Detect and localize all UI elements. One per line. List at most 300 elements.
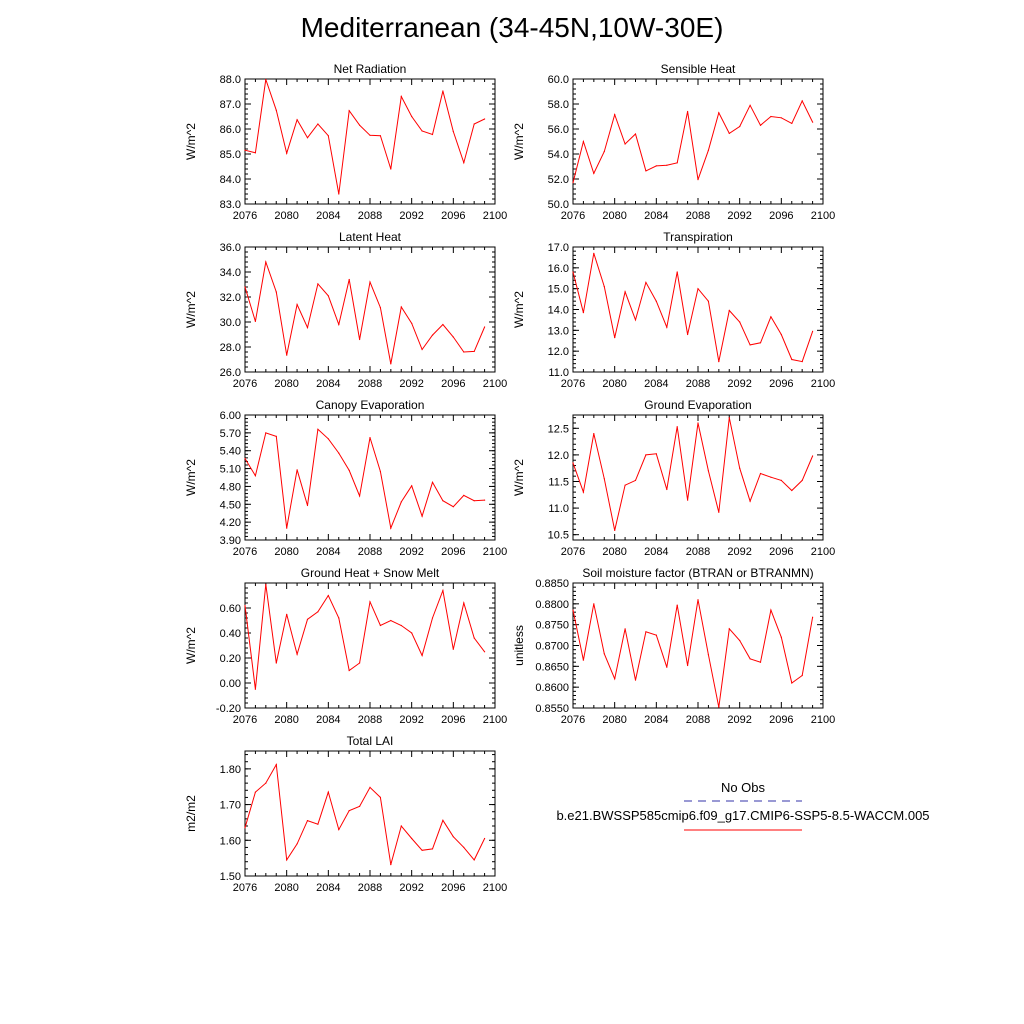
data-point — [276, 662, 277, 663]
data-point — [708, 301, 709, 302]
plot-frame — [573, 415, 823, 540]
y-tick-label: 12.5 — [547, 423, 569, 436]
chart-title: Total LAI — [346, 734, 394, 748]
chart-title: Net Radiation — [333, 62, 407, 76]
y-tick-label: 56.0 — [547, 124, 569, 136]
data-point — [276, 110, 277, 111]
data-point — [677, 162, 678, 163]
x-tick-label: 2096 — [441, 378, 466, 390]
x-tick-label: 2080 — [274, 210, 299, 222]
y-tick-label: 1.60 — [219, 835, 241, 848]
data-point — [463, 847, 464, 848]
x-tick-label: 2100 — [810, 210, 836, 222]
data-point — [781, 637, 782, 638]
data-point — [729, 133, 730, 134]
data-point — [338, 617, 339, 618]
plot-frame — [573, 79, 823, 204]
data-point — [349, 110, 350, 111]
data-point — [453, 131, 454, 132]
data-point — [432, 482, 433, 483]
data-point — [604, 653, 605, 654]
x-tick-label: 2080 — [274, 714, 299, 726]
data-point — [244, 827, 245, 828]
data-point — [770, 116, 771, 117]
data-point — [317, 611, 318, 612]
data-point — [369, 281, 370, 282]
data-point — [656, 635, 657, 636]
data-point — [369, 135, 370, 136]
data-point — [739, 321, 740, 322]
chart-panel-6 — [512, 398, 835, 558]
x-tick-label: 2084 — [316, 210, 341, 222]
data-point — [442, 90, 443, 91]
data-point — [791, 490, 792, 491]
data-point — [244, 605, 245, 606]
data-point — [463, 351, 464, 352]
data-point — [442, 590, 443, 591]
data-point — [739, 126, 740, 127]
data-point — [474, 637, 475, 638]
x-tick-label: 2076 — [232, 882, 258, 894]
data-point — [645, 170, 646, 171]
y-tick-label: 50.0 — [547, 199, 569, 211]
data-point — [453, 336, 454, 337]
data-point — [255, 475, 256, 476]
data-point — [255, 689, 256, 690]
y-tick-label: 5.70 — [219, 427, 241, 440]
y-axis-label: W/m^2 — [184, 459, 198, 496]
data-point — [572, 271, 573, 272]
data-point — [484, 838, 485, 839]
data-point — [635, 133, 636, 134]
data-point — [739, 468, 740, 469]
data-point — [583, 312, 584, 313]
x-tick-label: 2092 — [727, 714, 752, 726]
data-point — [265, 432, 266, 433]
data-point — [572, 610, 573, 611]
data-point — [666, 165, 667, 166]
chart-title: Soil moisture factor (BTRAN or BTRANMN) — [582, 566, 814, 580]
y-tick-label: 87.0 — [219, 99, 241, 111]
data-point — [791, 682, 792, 683]
y-tick-label: 13.0 — [547, 325, 569, 338]
plot-frame — [245, 415, 495, 540]
y-tick-label: 85.0 — [219, 149, 241, 161]
data-point — [781, 480, 782, 481]
data-point — [463, 602, 464, 603]
plot-frame — [245, 247, 495, 372]
data-point — [286, 528, 287, 529]
data-point — [390, 620, 391, 621]
data-point — [411, 838, 412, 839]
x-tick-label: 2080 — [602, 546, 627, 558]
data-point — [255, 152, 256, 153]
data-point — [812, 331, 813, 332]
y-axis-label: W/m^2 — [184, 627, 198, 664]
data-point — [666, 667, 667, 668]
y-tick-label: 1.80 — [219, 763, 241, 776]
data-point — [411, 116, 412, 117]
data-point — [255, 321, 256, 322]
y-tick-label: 4.80 — [219, 481, 241, 494]
y-tick-label: 36.0 — [219, 242, 241, 254]
data-point — [708, 150, 709, 151]
chart-panel-8 — [512, 566, 835, 726]
data-point — [625, 291, 626, 292]
data-point — [255, 792, 256, 793]
x-tick-label: 2076 — [560, 714, 586, 726]
x-tick-label: 2084 — [316, 882, 341, 894]
y-tick-label: 17.0 — [547, 242, 569, 254]
data-point — [572, 182, 573, 183]
x-tick-label: 2100 — [482, 546, 508, 558]
chart-title: Latent Heat — [338, 230, 402, 244]
y-axis-label: m2/m2 — [184, 795, 198, 832]
data-point — [390, 528, 391, 529]
data-point — [297, 119, 298, 120]
data-point — [572, 462, 573, 463]
data-point — [750, 344, 751, 345]
x-tick-label: 2076 — [560, 210, 586, 222]
data-point — [718, 112, 719, 113]
chart-title: Canopy Evaporation — [315, 398, 425, 412]
x-tick-label: 2088 — [685, 546, 711, 558]
y-tick-label: 0.60 — [219, 603, 241, 615]
data-point — [338, 829, 339, 830]
data-point — [760, 125, 761, 126]
data-point — [422, 516, 423, 517]
data-point — [484, 651, 485, 652]
data-point — [697, 288, 698, 289]
data-point — [380, 471, 381, 472]
x-tick-label: 2100 — [810, 546, 836, 558]
data-point — [812, 122, 813, 123]
y-tick-label: 34.0 — [219, 267, 241, 279]
data-point — [739, 640, 740, 641]
data-point — [432, 335, 433, 336]
data-point — [656, 453, 657, 454]
y-tick-label: 30.0 — [219, 317, 241, 329]
series-line — [245, 429, 485, 528]
y-tick-label: 0.20 — [219, 653, 241, 665]
data-point — [583, 492, 584, 493]
data-point — [453, 836, 454, 837]
data-point — [265, 584, 266, 585]
legend-model-label: b.e21.BWSSP585cmip6.f09_g17.CMIP6-SSP5-8.5-WACCM.005 — [556, 808, 930, 823]
series-line — [245, 765, 485, 865]
series-line — [245, 584, 485, 689]
data-point — [770, 610, 771, 611]
data-point — [750, 658, 751, 659]
data-point — [349, 279, 350, 280]
data-point — [390, 363, 391, 364]
data-point — [687, 111, 688, 112]
data-point — [338, 453, 339, 454]
data-point — [276, 436, 277, 437]
data-point — [604, 478, 605, 479]
data-point — [338, 193, 339, 194]
data-point — [359, 806, 360, 807]
data-point — [328, 792, 329, 793]
y-tick-label: 0.8550 — [535, 703, 569, 715]
x-tick-label: 2096 — [769, 378, 794, 390]
y-tick-label: 52.0 — [547, 174, 569, 186]
data-point — [474, 859, 475, 860]
x-tick-label: 2100 — [810, 714, 836, 726]
y-tick-label: 58.0 — [547, 99, 569, 111]
data-point — [687, 334, 688, 335]
x-tick-label: 2084 — [316, 714, 341, 726]
data-point — [677, 271, 678, 272]
y-tick-label: 32.0 — [219, 292, 241, 304]
data-point — [718, 707, 719, 708]
data-point — [422, 850, 423, 851]
data-point — [244, 150, 245, 151]
x-tick-label: 2096 — [441, 714, 466, 726]
data-point — [656, 301, 657, 302]
x-tick-label: 2084 — [644, 210, 669, 222]
series-line — [573, 418, 813, 531]
series-line — [573, 600, 813, 708]
data-point — [317, 123, 318, 124]
legend — [556, 780, 929, 830]
x-tick-label: 2096 — [441, 882, 466, 894]
data-point — [677, 426, 678, 427]
plot-frame — [245, 751, 495, 876]
data-point — [474, 351, 475, 352]
series-line — [573, 253, 813, 361]
data-point — [770, 316, 771, 317]
y-tick-label: 5.40 — [219, 445, 241, 458]
y-axis-label: W/m^2 — [512, 291, 526, 328]
chart-title: Sensible Heat — [660, 62, 736, 76]
data-point — [635, 319, 636, 320]
data-point — [463, 495, 464, 496]
data-point — [614, 114, 615, 115]
chart-title: Ground Heat + Snow Melt — [300, 566, 440, 580]
data-point — [708, 654, 709, 655]
y-tick-label: 10.5 — [547, 529, 569, 542]
chart-title: Transpiration — [663, 230, 733, 244]
y-tick-label: -0.20 — [215, 703, 241, 715]
y-tick-label: 5.10 — [219, 463, 241, 476]
y-axis-label: W/m^2 — [184, 123, 198, 160]
y-tick-label: 4.20 — [219, 517, 241, 530]
data-point — [718, 512, 719, 513]
data-point — [593, 253, 594, 254]
x-tick-label: 2076 — [232, 210, 258, 222]
y-tick-label: 0.8750 — [535, 619, 569, 632]
data-point — [802, 675, 803, 676]
data-point — [614, 337, 615, 338]
data-point — [380, 135, 381, 136]
data-point — [781, 334, 782, 335]
data-point — [463, 162, 464, 163]
plot-frame — [573, 247, 823, 372]
x-tick-label: 2088 — [357, 882, 383, 894]
y-tick-label: 0.8650 — [535, 661, 569, 674]
data-point — [401, 501, 402, 502]
data-point — [802, 361, 803, 362]
chart-panel-9 — [184, 734, 507, 894]
x-tick-label: 2092 — [399, 378, 424, 390]
x-tick-label: 2092 — [399, 210, 424, 222]
data-point — [369, 787, 370, 788]
data-point — [781, 117, 782, 118]
data-point — [432, 848, 433, 849]
y-tick-label: 6.00 — [219, 410, 241, 422]
y-tick-label: 3.90 — [219, 535, 241, 547]
data-point — [474, 500, 475, 501]
data-point — [802, 480, 803, 481]
data-point — [317, 824, 318, 825]
x-tick-label: 2088 — [685, 210, 711, 222]
data-point — [369, 601, 370, 602]
data-point — [760, 473, 761, 474]
x-tick-label: 2080 — [602, 714, 627, 726]
data-point — [625, 485, 626, 486]
data-point — [697, 599, 698, 600]
x-tick-label: 2092 — [399, 546, 424, 558]
y-tick-label: 0.00 — [219, 678, 241, 690]
data-point — [453, 649, 454, 650]
series-line — [245, 262, 485, 364]
chart-panel-1 — [184, 62, 507, 222]
data-point — [328, 438, 329, 439]
data-point — [359, 125, 360, 126]
data-point — [687, 500, 688, 501]
y-tick-label: 12.0 — [547, 346, 569, 359]
x-tick-label: 2100 — [482, 378, 508, 390]
y-tick-label: 12.0 — [547, 449, 569, 462]
data-point — [432, 134, 433, 135]
data-point — [297, 654, 298, 655]
data-point — [770, 477, 771, 478]
data-point — [635, 480, 636, 481]
data-point — [328, 595, 329, 596]
x-tick-label: 2100 — [482, 210, 508, 222]
data-point — [750, 501, 751, 502]
data-point — [349, 670, 350, 671]
y-tick-label: 1.70 — [219, 799, 241, 812]
x-tick-label: 2080 — [274, 546, 299, 558]
x-tick-label: 2088 — [357, 378, 383, 390]
data-point — [380, 307, 381, 308]
y-tick-label: 11.0 — [548, 503, 569, 516]
x-tick-label: 2096 — [769, 714, 794, 726]
data-point — [666, 327, 667, 328]
data-point — [244, 286, 245, 287]
chart-panel-7 — [184, 566, 507, 726]
data-point — [349, 810, 350, 811]
y-axis-label: W/m^2 — [512, 123, 526, 160]
data-point — [687, 665, 688, 666]
data-point — [791, 123, 792, 124]
data-point — [729, 628, 730, 629]
data-point — [583, 660, 584, 661]
x-tick-label: 2084 — [644, 546, 669, 558]
data-point — [677, 605, 678, 606]
data-point — [484, 118, 485, 119]
data-point — [307, 137, 308, 138]
data-point — [802, 100, 803, 101]
x-tick-label: 2092 — [727, 210, 752, 222]
data-point — [442, 820, 443, 821]
x-tick-label: 2092 — [399, 882, 424, 894]
data-point — [656, 165, 657, 166]
y-tick-label: 16.0 — [547, 262, 569, 275]
x-tick-label: 2100 — [482, 714, 508, 726]
y-tick-label: 0.8700 — [535, 640, 569, 653]
data-point — [760, 662, 761, 663]
x-tick-label: 2092 — [727, 546, 752, 558]
data-point — [422, 655, 423, 656]
y-tick-label: 0.8800 — [535, 598, 569, 611]
data-point — [411, 632, 412, 633]
chart-title: Ground Evaporation — [644, 398, 752, 412]
y-tick-label: 14.0 — [547, 304, 569, 317]
x-tick-label: 2088 — [357, 210, 383, 222]
y-axis-label: W/m^2 — [512, 459, 526, 496]
data-point — [401, 825, 402, 826]
data-point — [265, 261, 266, 262]
data-point — [422, 349, 423, 350]
y-tick-label: 11.0 — [548, 367, 569, 379]
data-point — [614, 530, 615, 531]
data-point — [453, 506, 454, 507]
data-point — [625, 628, 626, 629]
x-tick-label: 2076 — [560, 546, 586, 558]
data-point — [307, 327, 308, 328]
data-point — [265, 79, 266, 80]
chart-panel-3 — [184, 230, 507, 390]
data-point — [645, 282, 646, 283]
data-point — [317, 429, 318, 430]
y-tick-label: 60.0 — [547, 74, 569, 86]
data-point — [317, 283, 318, 284]
data-point — [604, 151, 605, 152]
data-point — [708, 470, 709, 471]
data-point — [812, 617, 813, 618]
data-point — [645, 454, 646, 455]
x-tick-label: 2076 — [232, 714, 258, 726]
data-point — [307, 820, 308, 821]
data-point — [614, 678, 615, 679]
data-point — [812, 455, 813, 456]
data-point — [666, 489, 667, 490]
y-tick-label: 11.5 — [548, 476, 569, 489]
x-tick-label: 2096 — [769, 210, 794, 222]
data-point — [729, 310, 730, 311]
data-point — [349, 470, 350, 471]
y-tick-label: 0.8850 — [535, 578, 569, 590]
data-point — [286, 355, 287, 356]
y-tick-label: 15.0 — [547, 283, 569, 296]
data-point — [328, 295, 329, 296]
y-tick-label: 1.50 — [219, 871, 241, 883]
x-tick-label: 2084 — [644, 714, 669, 726]
y-tick-label: 28.0 — [219, 342, 241, 354]
x-tick-label: 2100 — [482, 882, 508, 894]
data-point — [390, 168, 391, 169]
data-point — [297, 469, 298, 470]
data-point — [276, 764, 277, 765]
x-tick-label: 2088 — [685, 714, 711, 726]
data-point — [750, 105, 751, 106]
x-tick-label: 2080 — [602, 210, 627, 222]
x-tick-label: 2096 — [441, 546, 466, 558]
x-tick-label: 2092 — [399, 714, 424, 726]
